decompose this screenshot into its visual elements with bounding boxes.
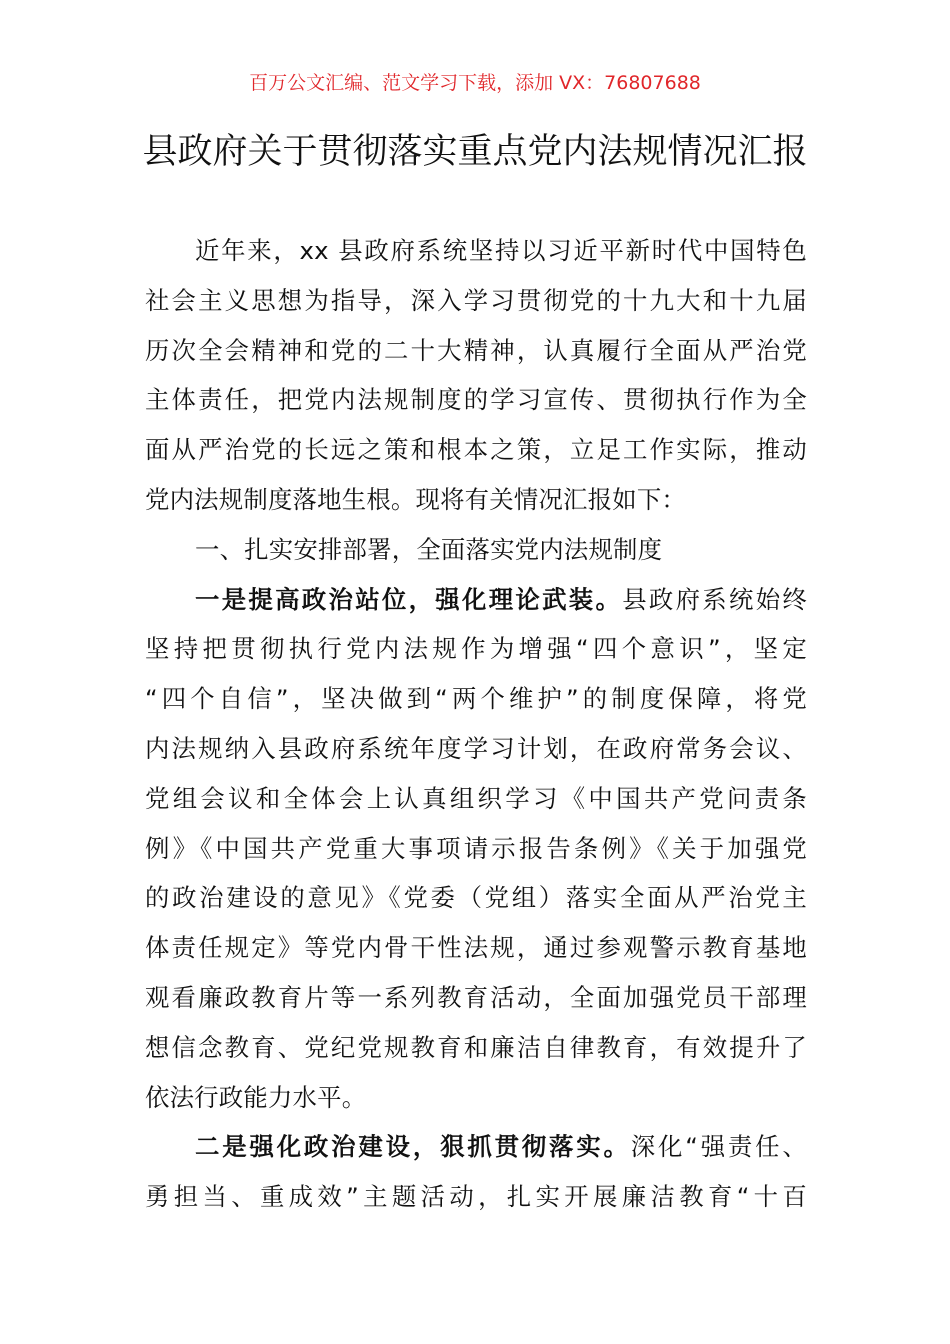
paragraph-line [145, 624, 807, 674]
line-text: 的政治建设的意见》《党委（党组）落实全面从严治党主 [145, 883, 807, 913]
line-text: 主体责任，把党内法规制度的学习宣传、贯彻执行作为全 [145, 385, 807, 415]
line-text: 近年来，xx 县政府系统坚持以习近平新时代中国特色 [195, 236, 807, 265]
bold-lead-in: 一是提高政治站位，强化理论武装。 [195, 584, 623, 614]
line-text: 观看廉政教育片等一系列教育活动，全面加强党员干部理 [145, 982, 807, 1012]
line-text: 依法行政能力水平。 [145, 1082, 367, 1112]
paragraph-line [145, 973, 807, 1023]
line-text: “四个自信”，坚决做到“两个维护”的制度保障，将党 [145, 684, 807, 714]
paragraph-line [145, 326, 807, 376]
line-text: 社会主义思想为指导，深入学习贯彻党的十九大和十九届 [145, 285, 807, 315]
paragraph-line [145, 226, 807, 276]
line-text: 面从严治党的长远之策和根本之策，立足工作实际，推动 [145, 435, 807, 465]
line-text: 体责任规定》等党内骨干性法规，通过参观警示教育基地 [145, 933, 807, 963]
paragraph-line [145, 923, 807, 973]
line-text: 勇担当、重成效”主题活动，扎实开展廉洁教育“十百 [145, 1182, 807, 1212]
paragraph-line [145, 1122, 807, 1172]
paragraph-line [145, 276, 807, 326]
paragraph-line [145, 1172, 807, 1222]
line-text: 想信念教育、党纪党规教育和廉洁自律教育，有效提升了 [145, 1032, 807, 1062]
line-text: 例》《中国共产党重大事项请示报告条例》《关于加强党 [145, 833, 807, 863]
paragraph-line [145, 575, 807, 625]
line-text: 党组会议和全体会上认真组织学习《中国共产党问责条 [145, 783, 807, 813]
bold-lead-in: 二是强化政治建设，狠抓贯彻落实。 [195, 1132, 631, 1162]
paragraph-line [145, 1073, 807, 1123]
document-body [145, 226, 807, 1222]
line-text: 一、扎实安排部署，全面落实党内法规制度 [195, 534, 663, 564]
line-text: 内法规纳入县政府系统年度学习计划，在政府常务会议、 [145, 733, 807, 763]
paragraph-line [145, 425, 807, 475]
paragraph-line [145, 525, 807, 575]
line-text: 深化“强责任、 [630, 1132, 807, 1162]
paragraph-line [145, 1023, 807, 1073]
paragraph-line [145, 674, 807, 724]
line-text: 历次全会精神和党的二十大精神，认真履行全面从严治党 [145, 335, 807, 365]
paragraph-line [145, 724, 807, 774]
line-text: 县政府系统始终 [622, 584, 807, 614]
paragraph-line [145, 824, 807, 874]
paragraph-line [145, 375, 807, 425]
paragraph-line [145, 475, 807, 525]
line-text: 坚持把贯彻执行党内法规作为增强“四个意识”，坚定 [145, 634, 807, 664]
paragraph-line [145, 873, 807, 923]
line-text: 党内法规制度落地生根。现将有关情况汇报如下： [145, 484, 686, 514]
paragraph-line [145, 774, 807, 824]
document-title: 县政府关于贯彻落实重点党内法规情况汇报 [142, 132, 808, 172]
watermark-banner: 百万公文汇编、范文学习下载，添加 VX：76807688 [249, 72, 701, 94]
